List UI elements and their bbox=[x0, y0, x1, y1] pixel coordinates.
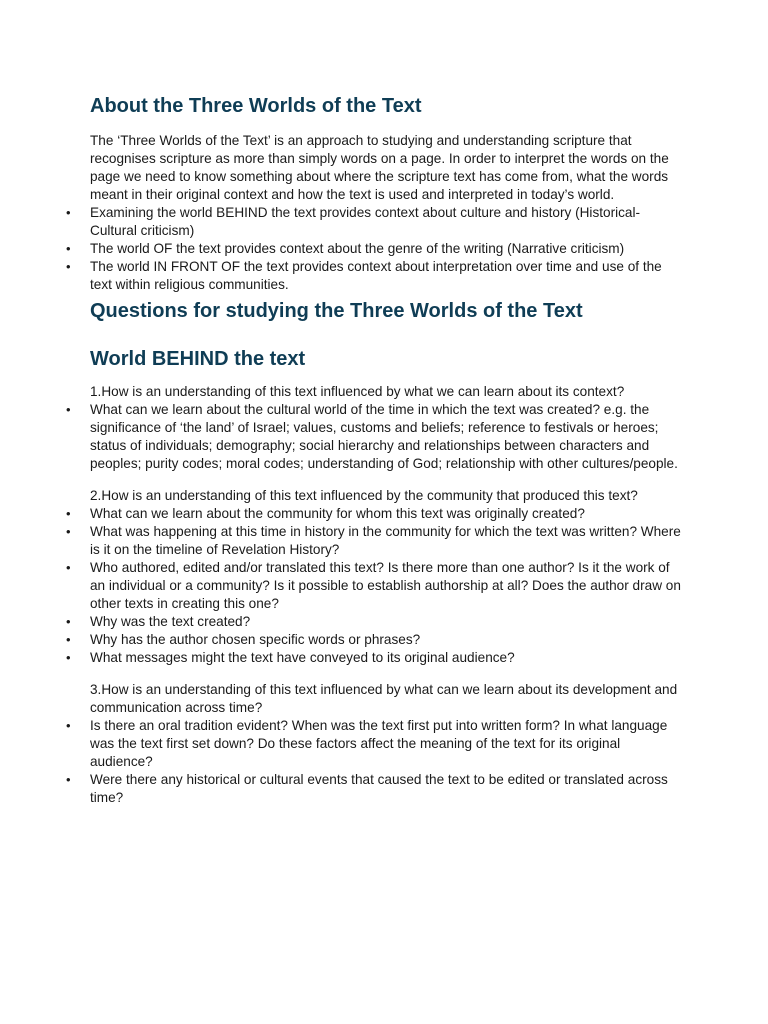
bullet-icon: • bbox=[66, 718, 71, 733]
bullet-icon: • bbox=[66, 772, 71, 787]
list-item: • Why was the text created? bbox=[66, 614, 251, 629]
questions-heading: Questions for studying the Three Worlds of the Text bbox=[90, 300, 583, 322]
bullet-icon: • bbox=[66, 524, 71, 539]
list-item: • What can we learn about the cultural world of the time in which the text was created? e.g. the significance of ‘the land’ of Israel; values, customs and beliefs; reference to festivals or heroes; status of individuals; demography; social hierarchy and relationships between characters and peoples; purity codes; moral codes; understanding of God; relationship with other cultures/people. bbox=[66, 402, 678, 471]
list-item: • Why has the author chosen specific words or phrases? bbox=[66, 632, 421, 647]
question-3-bullets bbox=[66, 717, 684, 807]
list-item: • The world OF the text provides context about the genre of the writing (Narrative criticism) bbox=[66, 241, 625, 256]
bullet-icon: • bbox=[66, 259, 71, 274]
list-item: • What was happening at this time in history in the community for which the text was written? Where is it on the timeline of Revelation History? bbox=[66, 524, 681, 557]
world-behind-heading: World BEHIND the text bbox=[90, 348, 306, 370]
list-item: • Examining the world BEHIND the text provides context about culture and history (Historical-Cultural criticism) bbox=[66, 205, 641, 238]
list-item: • What can we learn about the community for whom this text was originally created? bbox=[66, 506, 585, 521]
bullet-icon: • bbox=[66, 241, 71, 256]
question-1-bullets bbox=[66, 401, 684, 473]
question-2-bullets bbox=[66, 505, 684, 667]
bullet-icon: • bbox=[66, 402, 71, 417]
question-2: 2.How is an understanding of this text influenced by the community that produced this text? bbox=[90, 488, 638, 503]
bullet-icon: • bbox=[66, 560, 71, 575]
list-item: • The world IN FRONT OF the text provides context about interpretation over time and use of the text within religious communities. bbox=[66, 259, 662, 292]
list-item: • What messages might the text have conveyed to its original audience? bbox=[66, 650, 515, 665]
question-1: 1.How is an understanding of this text influenced by what we can learn about its context? bbox=[90, 384, 625, 399]
question-3: 3.How is an understanding of this text influenced by what can we learn about its development and communication across time? bbox=[90, 682, 678, 715]
list-item: • Is there an oral tradition evident? When was the text first put into written form? In what language was the text first set down? Do these factors affect the meaning of the text for its original audience? bbox=[66, 718, 668, 769]
bullet-icon: • bbox=[66, 506, 71, 521]
about-bullet-list bbox=[66, 204, 684, 294]
bullet-icon: • bbox=[66, 650, 71, 665]
list-item: • Who authored, edited and/or translated this text? Is there more than one author? Is it the work of an individual or a community? Is it possible to establish authorship at all? Does the author draw on other texts in creating this one? bbox=[66, 560, 681, 611]
about-heading: About the Three Worlds of the Text bbox=[90, 95, 422, 117]
bullet-icon: • bbox=[66, 205, 71, 220]
about-intro-paragraph: The ‘Three Worlds of the Text’ is an approach to studying and understanding scripture that recognises scripture as more than simply words on a page. In order to interpret the words on the page we need to know something about where the scripture text has come from, what the words meant in their original context and how the text is used and interpreted in today’s world. bbox=[90, 133, 669, 202]
list-item: • Were there any historical or cultural events that caused the text to be edited or translated across time? bbox=[66, 772, 668, 805]
bullet-icon: • bbox=[66, 614, 71, 629]
bullet-icon: • bbox=[66, 632, 71, 647]
